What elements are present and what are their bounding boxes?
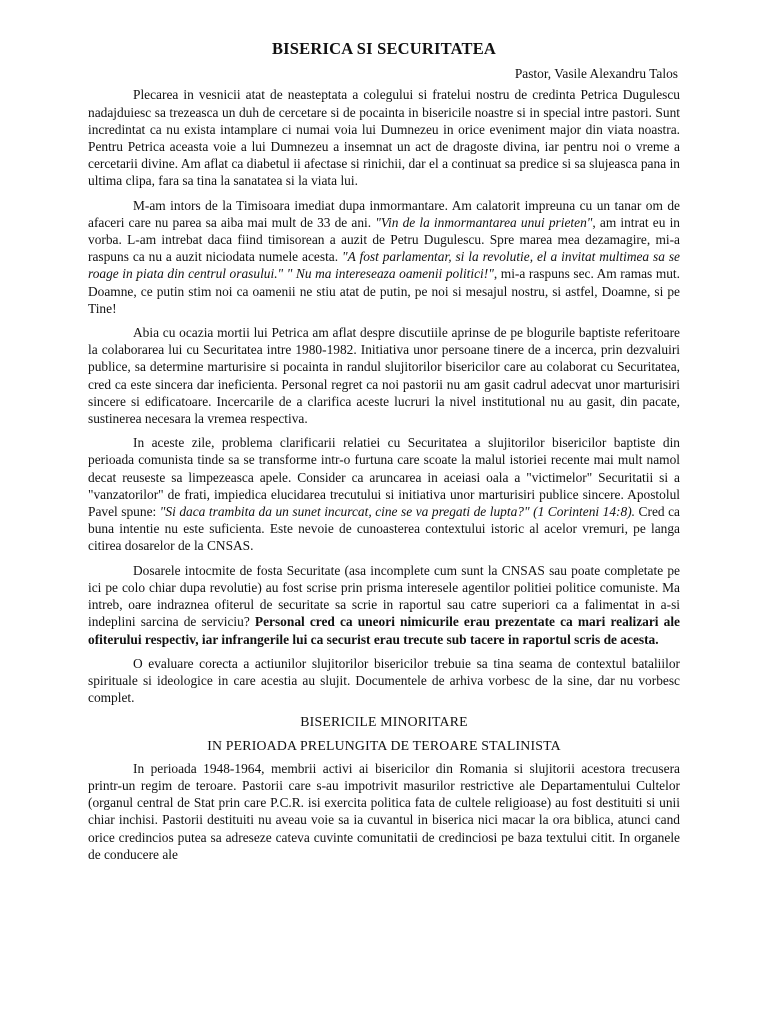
paragraph-4-text-b: Cred ca buna intentie nu este suficienta. Este nevoie de cunoasterea contextului istoric al acelor vremuri, pe langa citirea dosarelor de la CNSAS. bbox=[88, 504, 681, 554]
paragraph-4-text-a: In aceste zile, problema clarificarii relatiei cu Securitatea a slujitorilor bisericilor baptiste din perioada comunista tinde sa se transforme intr-o furtuna care scoate la malul istoriei recente mai mult namol decat reuseste sa limpezeasca apele. Consider ca aruncarea in aceiasi oala a "victimelor" Securitatii si a "vanzatorilor" de frati, impiedica elucidarea trecutului si initiativa unor marturisiri publice sincere. Apostolul Pavel spune: bbox=[88, 435, 680, 520]
section-heading-1: BISERICILE MINORITARE bbox=[300, 714, 468, 730]
paragraph-4-bible-quote: "Si daca trambita da un sunet incurcat, cine se va pregati de lupta?" (1 Corinteni 14:8). bbox=[159, 504, 636, 520]
document-title: BISERICA SI SECURITATEA bbox=[271, 39, 497, 58]
paragraph-2-text-c: , mi-a raspuns sec. Am ramas mut. Doamne, ce putin stim noi ca oamenii ne stiu atat de putin, pe noi si mesajul nostru, si astfel, Doamne, si pe Tine! bbox=[88, 266, 681, 316]
paragraph-5-text: Dosarele intocmite de fosta Securitate (asa incomplete cum sunt la CNSAS sau poate completate pe ici pe colo chiar dupa revolutie) au fost scrise prin prisma interesele agentilor politiei politice comuniste. Ma intreb, oare indraznea ofiterul de securitate sa scrie in raportul sau catre superiori ca a falimentat in a-si indeplini sarcina de serviciu? bbox=[88, 562, 680, 630]
paragraph-4 bbox=[88, 434, 680, 554]
paragraph-2-quote-b: "A fost parlamentar, si la revolutie, el a invitat multimea sa se roage in piata din centrul orasului." " Nu ma intereseaza oamenii politici!" bbox=[88, 249, 681, 282]
paragraph-2-text-a: M-am intors de la Timisoara imediat dupa inmormantare. Am calatorit impreuna cu un tanar om de afaceri care nu parea sa aiba mai mult de 33 de ani. bbox=[88, 197, 680, 230]
paragraph-1: Plecarea in vesnicii atat de neasteptata a colegului si fratelui nostru de credinta Petrica Dugulescu nadajduiesc sa trezeasca un duh de cercetare si de pocainta in bisericile noastre si in special intre pastori. Sunt incredintat ca nu exista intamplare ci numai voia lui Dumnezeu in orice eveniment major din viata noastra. Pentru Petrica aceasta voie a lui Dumnezeu a insemnat un act de dragoste divina, iar pentru noi o vreme a cercetarii divine. Am aflat ca diabetul ii afectase si rinichii, dar el a continuat sa predice si sa slujeasca pana in ultima clipa, fara sa tina la sanatatea si la viata lui. bbox=[88, 87, 680, 189]
author-line: Pastor, Vasile Alexandru Talos bbox=[514, 66, 678, 82]
paragraph-5 bbox=[88, 562, 680, 648]
section-heading-2: IN PERIOADA PRELUNGITA DE TEROARE STALINISTA bbox=[207, 737, 561, 753]
paragraph-7: In perioada 1948-1964, membrii activi ai bisericilor din Romania si slujitorii acestora trecusera printr-un regim de teroare. Pastorii care s-au impotrivit masurilor restrictive ale Departamentului Cultelor (organul central de Stat prin care P.C.R. isi exercita politica fata de cultele religioase) au fost destituiti si unii chiar inchisi. Pastorii destituiti nu aveau voie sa ia cuvantul in biserica nici macar la ora biblica, atunci cand orice credincios putea sa adreseze cateva cuvinte comunitatii de credinciosi pe baza textului citit. In organele de conducere ale bbox=[88, 760, 680, 862]
paragraph-3: Abia cu ocazia mortii lui Petrica am aflat despre discutiile aprinse de pe blogurile baptiste referitoare la colaborarea lui cu Securitatea intre 1980-1982. Initiativa unor persoane tinere de a incerca, prin dezvaluiri publice, sa determine marturisire si pocainta in randul slujitorilor bisericilor care au colaborat cu Securitatea, cred ca este sincera dar ineficienta. Personal regret ca noi pastorii nu am gasit cadrul adecvat unor marturisiri sincere si edificatoare. Incercarile de a clarifica aceste lucruri la nivel institutional nu au gasit, din pacate, sustinerea necesara la vremea respectiva. bbox=[88, 325, 680, 427]
paragraph-2 bbox=[88, 197, 680, 317]
paragraph-2-text-b: , am intrat eu in vorba. L-am intrebat daca fiind timisorean a auzit de Petru Dugulescu. Spre marea mea dezamagire, mi-a raspuns ca nu a auzit niciodata numele acesta. bbox=[88, 214, 680, 265]
paragraph-6: O evaluare corecta a actiunilor slujitorilor bisericilor trebuie sa tina seama de contextul bataliilor spirituale si ideologice in care acestia au slujit. Documentele de arhiva vorbesc de la sine, dar nu vorbesc complet. bbox=[88, 655, 680, 706]
paragraph-5-bold-text: Personal cred ca uneori nimicurile erau prezentate ca mari realizari ale ofiterului respectiv, iar infrangerile lui ca securist erau trecute sub tacere in raportul scris de acesta. bbox=[88, 614, 680, 647]
paragraph-2-quote-a: "Vin de la inmormantarea unui prieten" bbox=[375, 214, 593, 230]
